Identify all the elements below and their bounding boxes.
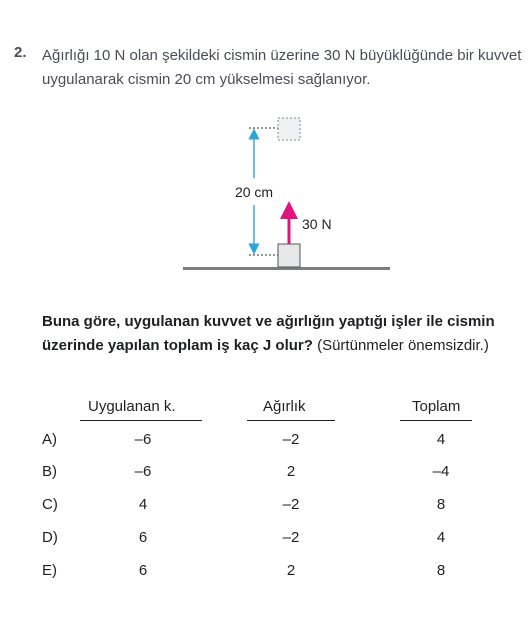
option-b-letter[interactable]: B) <box>42 463 57 480</box>
header-applied: Uygulanan k. <box>88 398 176 415</box>
option-b-weight: 2 <box>286 463 296 480</box>
force-diagram <box>0 0 530 300</box>
block-raised-outline <box>278 118 300 140</box>
option-d-letter[interactable]: D) <box>42 529 58 546</box>
header-total-underline <box>400 420 472 421</box>
option-b-applied: –6 <box>134 463 152 480</box>
option-a-applied: –6 <box>134 431 152 448</box>
option-c-applied: 4 <box>138 496 148 513</box>
header-total: Toplam <box>412 398 461 415</box>
height-label: 20 cm <box>234 184 274 200</box>
option-e-letter[interactable]: E) <box>42 562 57 579</box>
option-c-letter[interactable]: C) <box>42 496 58 513</box>
option-e-applied: 6 <box>138 562 148 579</box>
prompt-bold: Buna göre, uygulanan kuvvet ve ağırlığın yaptığı işler ile cismin üzerinde yapılan toplam iş kaç J olur? <box>42 313 495 354</box>
header-weight-underline <box>247 420 335 421</box>
header-weight: Ağırlık <box>263 398 306 415</box>
option-e-weight: 2 <box>286 562 296 579</box>
question-number: 2. <box>14 44 27 61</box>
question-stem: Ağırlığı 10 N olan şekildeki cismin üzerine 30 N büyüklüğünde bir kuvvet uygulanarak cismin 20 cm yükselmesi sağlanıyor. <box>42 47 522 88</box>
option-b-total: –4 <box>432 463 450 480</box>
block <box>278 244 300 267</box>
option-c-weight: –2 <box>282 496 300 513</box>
question-prompt <box>42 310 512 358</box>
option-a-letter[interactable]: A) <box>42 431 57 448</box>
option-d-applied: 6 <box>138 529 148 546</box>
prompt-note: (Sürtünmeler önemsizdir.) <box>317 337 489 354</box>
header-applied-underline <box>80 420 202 421</box>
option-d-total: 4 <box>436 529 446 546</box>
option-a-weight: –2 <box>282 431 300 448</box>
option-c-total: 8 <box>436 496 446 513</box>
option-d-weight: –2 <box>282 529 300 546</box>
option-a-total: 4 <box>436 431 446 448</box>
option-e-total: 8 <box>436 562 446 579</box>
force-label: 30 N <box>302 216 332 232</box>
